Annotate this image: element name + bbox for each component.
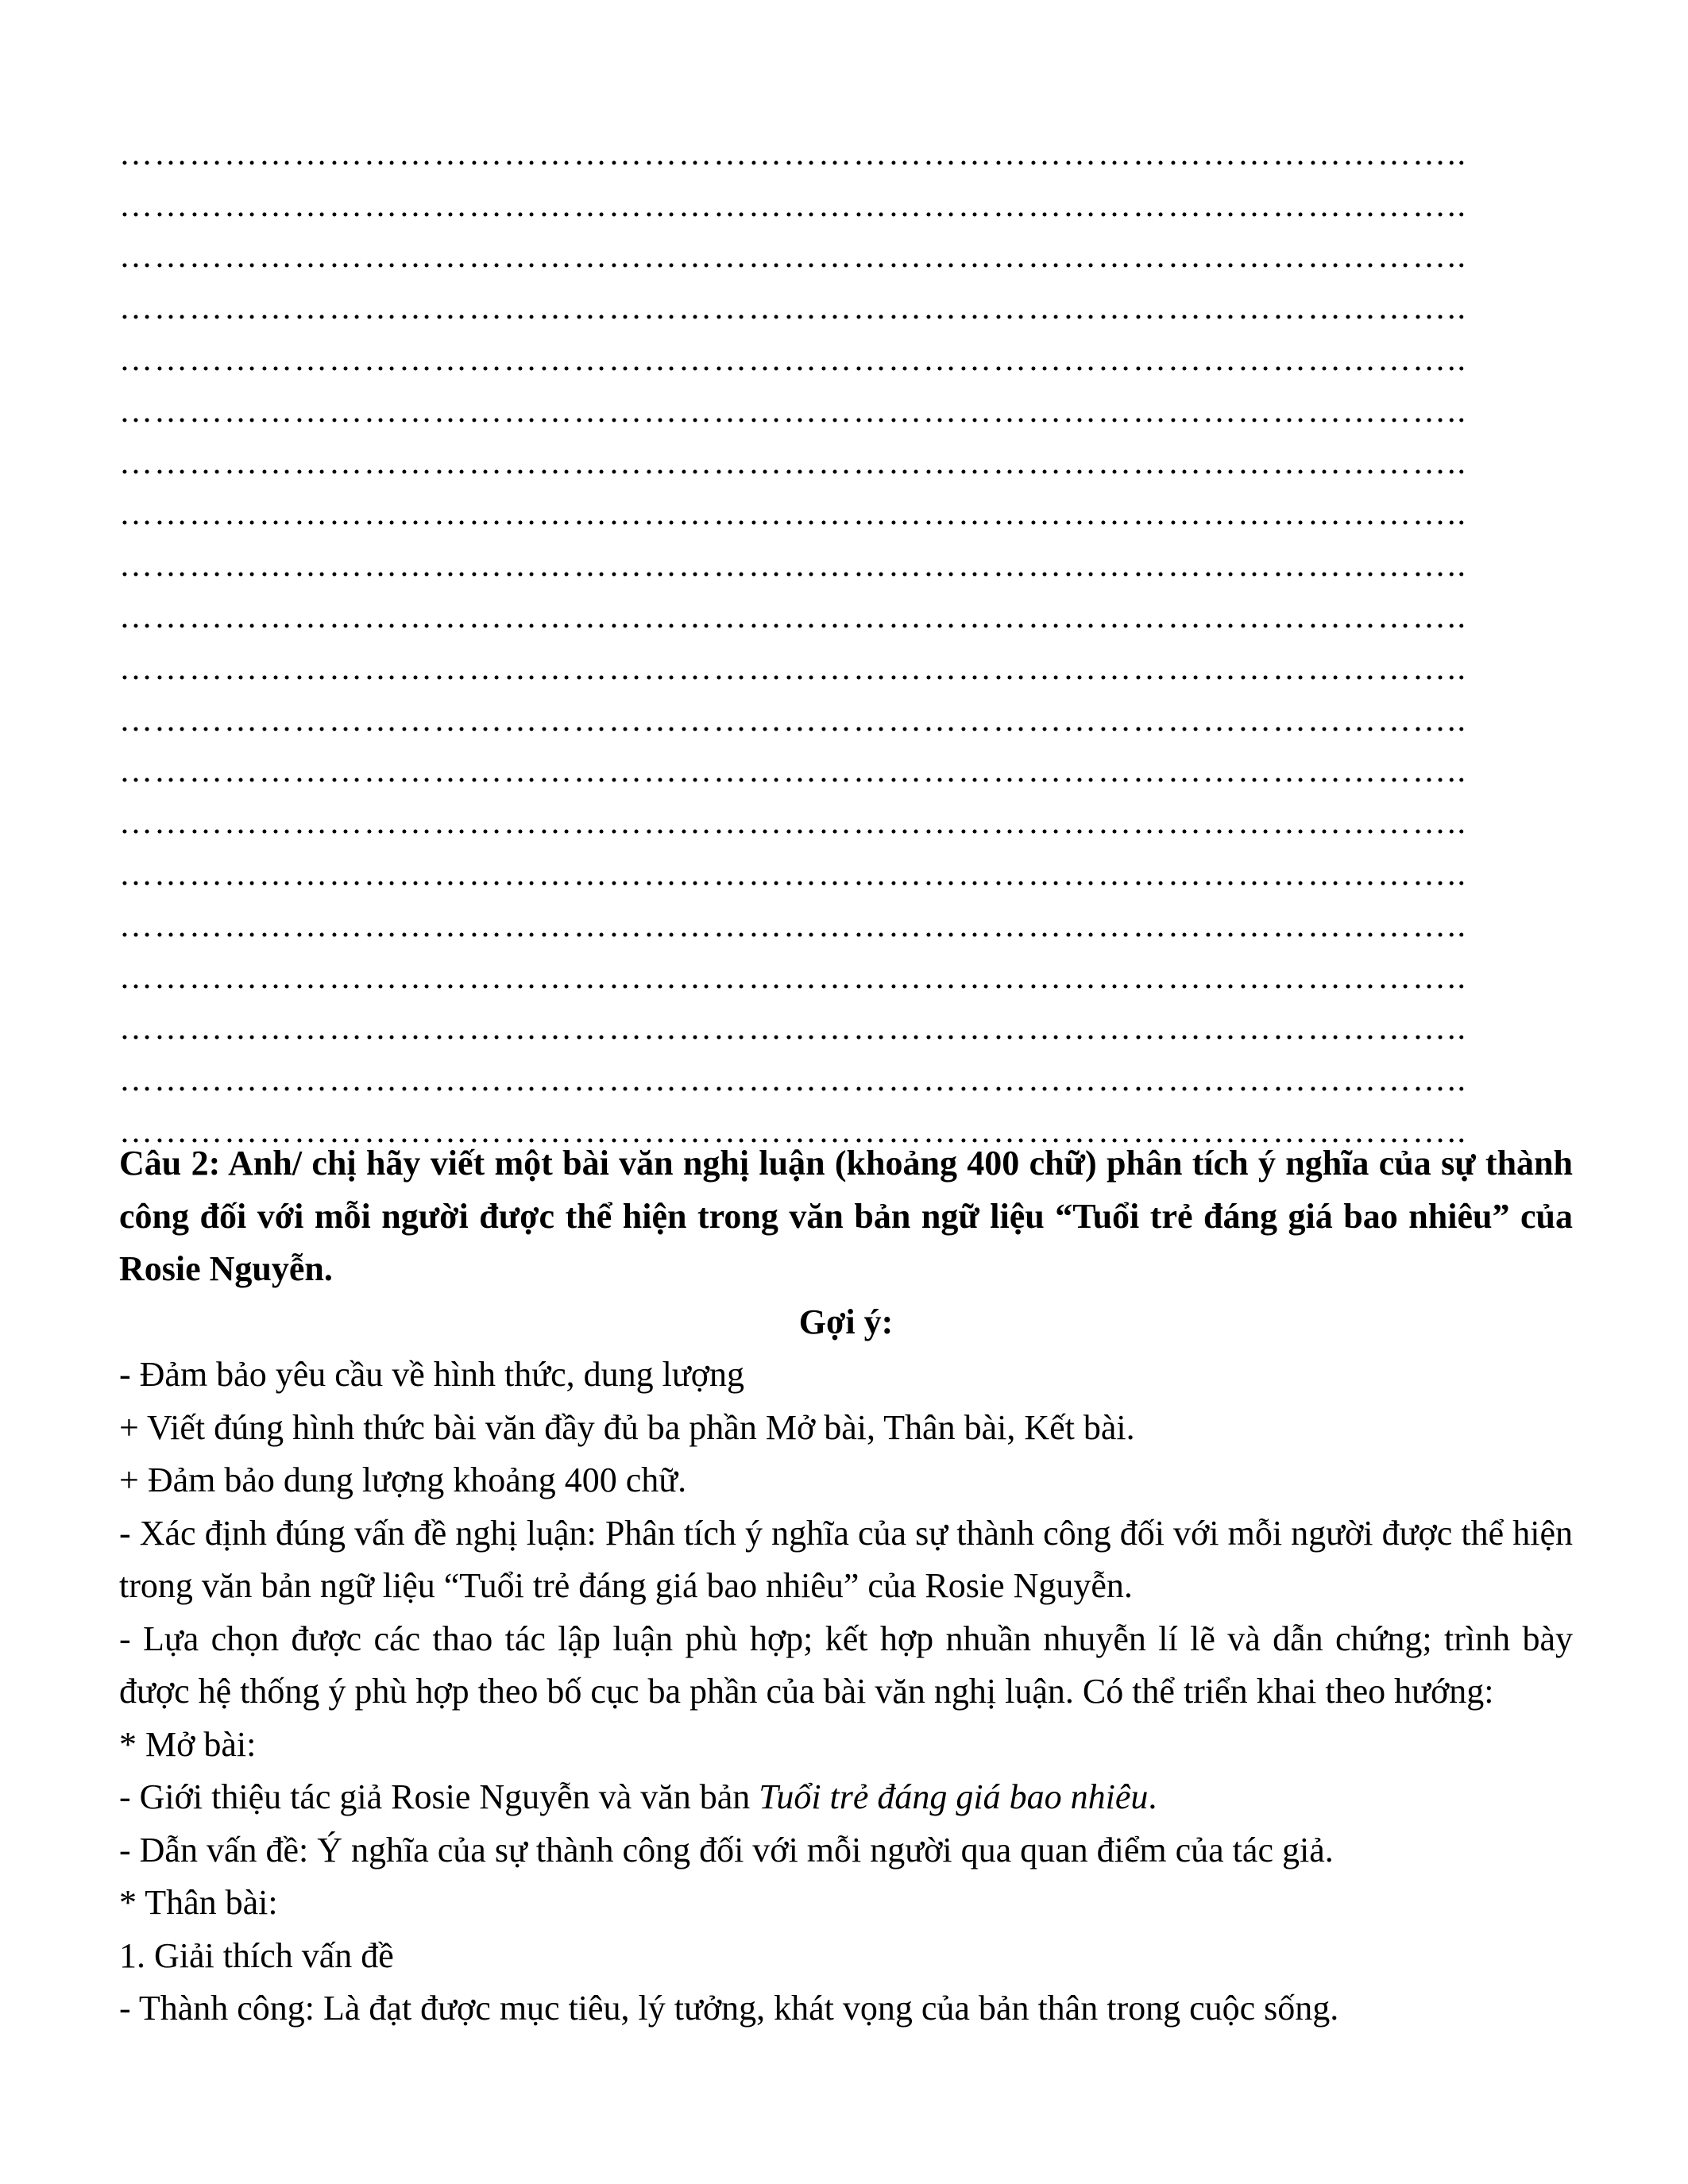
answer-line: …………………………………………………………………………………………………….. xyxy=(119,135,1467,172)
answer-line: …………………………………………………………………………………………………….. xyxy=(119,805,1467,842)
answer-line: …………………………………………………………………………………………………….. xyxy=(119,290,1467,327)
hint-success-definition: - Thành công: Là đạt được mục tiêu, lý tưởng, khát vọng của bản thân trong cuộc sống. xyxy=(119,1989,1339,2028)
document-content xyxy=(119,1137,1573,2035)
work-title: Tuổi trẻ đáng giá bao nhiêu xyxy=(759,1777,1149,1816)
answer-line: …………………………………………………………………………………………………….. xyxy=(119,907,1467,944)
hint-identify-issue: - Xác định đúng vấn đề nghị luận: Phân tích ý nghĩa của sự thành công đối với mỗi người được thể hiện trong văn bản ngữ liệu “Tuổi trẻ đáng giá bao nhiêu” của Rosie Nguyễn. xyxy=(119,1513,1573,1605)
hint-structure: + Viết đúng hình thức bài văn đầy đủ ba phần Mở bài, Thân bài, Kết bài. xyxy=(119,1407,1135,1447)
hint-body-heading: * Thân bài: xyxy=(119,1883,278,1922)
hint-intro-author-suffix: . xyxy=(1148,1777,1157,1816)
answer-line: …………………………………………………………………………………………………….. xyxy=(119,444,1467,481)
answer-lines xyxy=(119,127,1573,1156)
answer-line: …………………………………………………………………………………………………….. xyxy=(119,547,1467,585)
answer-line: …………………………………………………………………………………………………….. xyxy=(119,496,1467,533)
answer-line: …………………………………………………………………………………………………….. xyxy=(119,238,1467,276)
hint-intro-author xyxy=(119,1771,1573,1824)
hint-intro-heading: * Mở bài: xyxy=(119,1724,257,1764)
answer-line: …………………………………………………………………………………………………….. xyxy=(119,855,1467,893)
answer-line: …………………………………………………………………………………………………….. xyxy=(119,650,1467,687)
hint-title: Gợi ý: xyxy=(798,1302,894,1341)
answer-line: …………………………………………………………………………………………………….. xyxy=(119,753,1467,790)
answer-line: …………………………………………………………………………………………………….. xyxy=(119,701,1467,739)
answer-line: …………………………………………………………………………………………………….. xyxy=(119,187,1467,224)
answer-line: …………………………………………………………………………………………………….. xyxy=(119,1010,1467,1048)
answer-line: …………………………………………………………………………………………………….. xyxy=(119,598,1467,635)
answer-line: …………………………………………………………………………………………………….. xyxy=(119,341,1467,378)
answer-line: …………………………………………………………………………………………………….. xyxy=(119,392,1467,430)
answer-line: …………………………………………………………………………………………………….. xyxy=(119,1062,1467,1099)
answer-line: …………………………………………………………………………………………………….. xyxy=(119,959,1467,996)
hint-intro-author-prefix: - Giới thiệu tác giả Rosie Nguyễn và văn bản xyxy=(119,1777,759,1816)
hint-intro-issue: - Dẫn vấn đề: Ý nghĩa của sự thành công đối với mỗi người qua quan điểm của tác giả. xyxy=(119,1830,1334,1870)
hint-argument-methods: - Lựa chọn được các thao tác lập luận phù hợp; kết hợp nhuần nhuyễn lí lẽ và dẫn chứng; trình bày được hệ thống ý phù hợp theo bố cục ba phần của bài văn nghị luận. Có thể triển khai theo hướng: xyxy=(119,1619,1573,1711)
answer-line: …………………………………………………………………………………………………….. xyxy=(119,1113,1467,1150)
hint-explain-heading: 1. Giải thích vấn đề xyxy=(119,1935,394,1975)
hint-form-requirement: - Đảm bảo yêu cầu về hình thức, dung lượng xyxy=(119,1355,744,1394)
hint-length: + Đảm bảo dung lượng khoảng 400 chữ. xyxy=(119,1461,687,1499)
question-2: Câu 2: Anh/ chị hãy viết một bài văn nghị luận (khoảng 400 chữ) phân tích ý nghĩa của sự thành công đối với mỗi người được thể hiện trong văn bản ngữ liệu “Tuổi trẻ đáng giá bao nhiêu” của Rosie Nguyễn. xyxy=(119,1144,1573,1288)
